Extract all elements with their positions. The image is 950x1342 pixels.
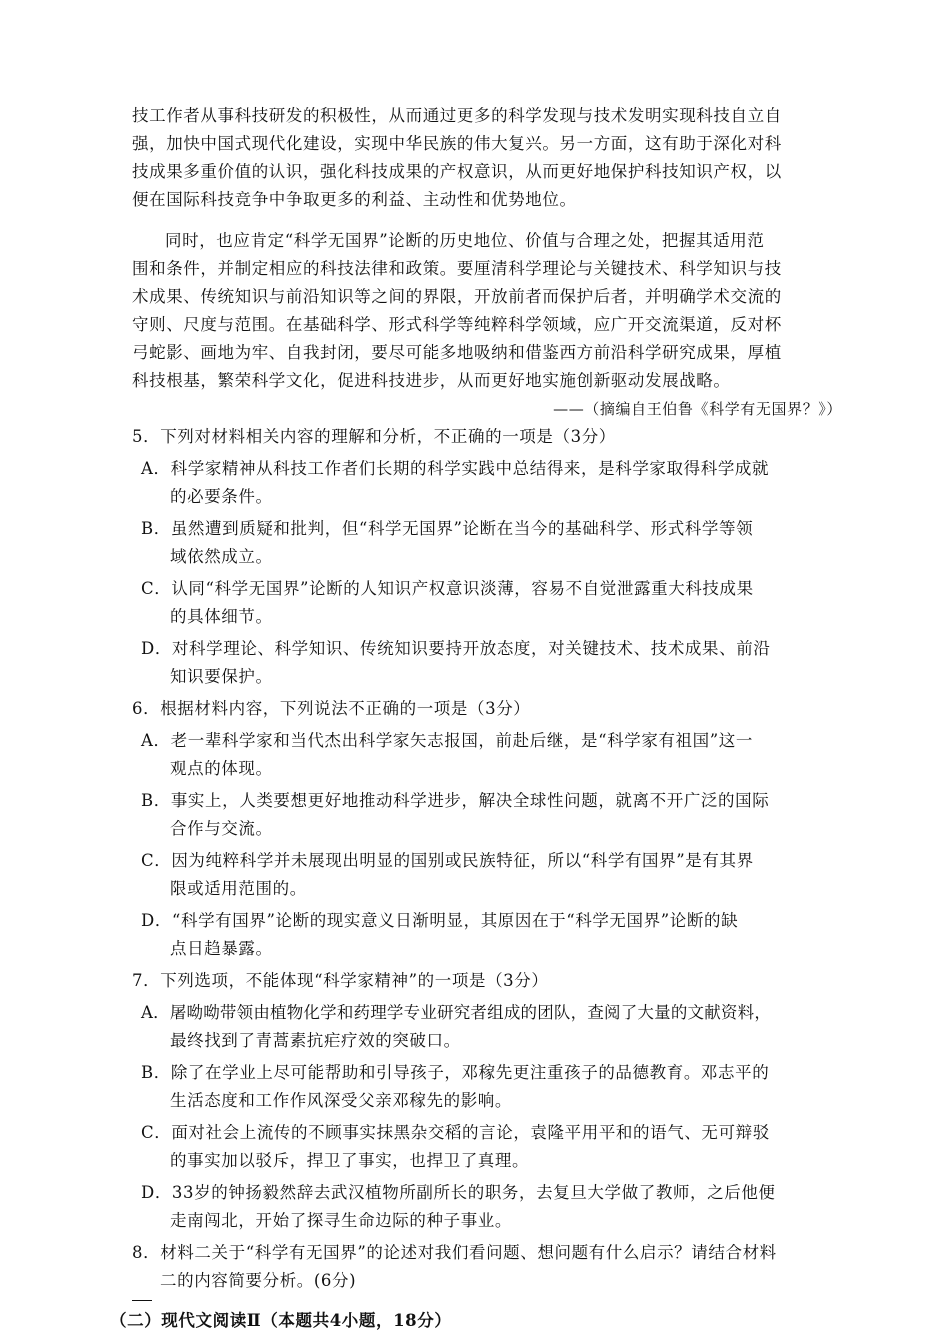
q7-option-b-cont: 生活态度和工作作风深受父亲邓稼先的影响。 [170, 1091, 512, 1110]
q5-option-d: D．对科学理论、科学知识、传统知识要持开放态度，对关键技术、技术成果、前沿 [141, 639, 771, 658]
passage-source: ——（摘编自王伯鲁《科学有无国界？》） [553, 400, 842, 418]
q6-option-a: A．老一辈科学家和当代杰出科学家矢志报国，前赴后继，是“科学家有祖国”这一 [141, 731, 753, 750]
question-7-stem: 7．下列选项，不能体现“科学家精神”的一项是（3分） [132, 971, 549, 990]
passage-line: 技工作者从事科技研发的积极性，从而通过更多的科学发现与技术发明实现科技自立自 [132, 106, 782, 125]
q5-option-b-cont: 域依然成立。 [170, 547, 273, 566]
passage-line: 强，加快中国式现代化建设，实现中华民族的伟大复兴。另一方面，这有助于深化对科 [132, 134, 782, 153]
q6-option-b-cont: 合作与交流。 [170, 819, 273, 838]
q7-option-d: D．33岁的钟扬毅然辞去武汉植物所副所长的职务，去复旦大学做了教师，之后他便 [141, 1183, 776, 1202]
q7-option-d-cont: 走南闯北，开始了探寻生命边际的种子事业。 [170, 1211, 512, 1230]
question-6-stem: 6．根据材料内容，下列说法不正确的一项是（3分） [132, 699, 531, 718]
q5-option-d-cont: 知识要保护。 [170, 667, 273, 686]
q6-option-c: C．因为纯粹科学并未展现出明显的国别或民族特征，所以“科学有国界”是有其界 [141, 851, 754, 870]
q6-option-d: D．“科学有国界”论断的现实意义日渐明显，其原因在于“科学无国界”论断的缺 [141, 911, 739, 930]
passage-line: 科技根基，繁荣科学文化，促进科技进步，从而更好地实施创新驱动发展战略。 [132, 371, 731, 390]
q6-option-c-cont: 限或适用范围的。 [170, 879, 307, 898]
q5-option-c: C．认同“科学无国界”论断的人知识产权意识淡薄，容易不自觉泄露重大科技成果 [141, 579, 754, 598]
passage-line: 弓蛇影、画地为牢、自我封闭，要尽可能多地吸纳和借鉴西方前沿科学研究成果，厚植 [132, 343, 782, 362]
q5-option-b: B．虽然遭到质疑和批判，但“科学无国界”论断在当今的基础科学、形式科学等领 [141, 519, 754, 538]
answer-blank-line [132, 1300, 152, 1301]
passage-line: 守则、尺度与范围。在基础科学、形式科学等纯粹科学领域，应广开交流渠道，反对杯 [132, 315, 782, 334]
q7-option-b: B．除了在学业上尽可能帮助和引导孩子，邓稼先更注重孩子的品德教育。邓志平的 [141, 1063, 770, 1082]
question-8-stem-cont: 二的内容简要分析。(6分) [160, 1271, 357, 1290]
q6-option-d-cont: 点日趋暴露。 [170, 939, 273, 958]
section-heading: （二）现代文阅读Ⅱ（本题共4小题，18分） [110, 1311, 452, 1330]
passage-line: 技成果多重价值的认识，强化科技成果的产权意识，从而更好地保护科技知识产权，以 [132, 162, 782, 181]
passage-line: 术成果、传统知识与前沿知识等之间的界限，开放前者而保护后者，并明确学术交流的 [132, 287, 782, 306]
q7-option-c-cont: 的事实加以驳斥，捍卫了事实，也捍卫了真理。 [170, 1151, 530, 1170]
q5-option-a: A．科学家精神从科技工作者们长期的科学实践中总结得来，是科学家取得科学成就 [141, 459, 770, 478]
q7-option-a: A．屠呦呦带领由植物化学和药理学专业研究者组成的团队，查阅了大量的文献资料， [141, 1003, 772, 1022]
passage-line: 便在国际科技竞争中争取更多的利益、主动性和优势地位。 [132, 190, 577, 209]
passage-line: 围和条件，并制定相应的科技法律和政策。要厘清科学理论与关键技术、科学知识与技 [132, 259, 782, 278]
q6-option-b: B．事实上，人类要想更好地推动科学进步，解决全球性问题，就离不开广泛的国际 [141, 791, 770, 810]
question-8-stem: 8．材料二关于“科学有无国界”的论述对我们看问题、想问题有什么启示？请结合材料 [132, 1243, 777, 1262]
q7-option-c: C．面对社会上流传的不顾事实抹黑杂交稻的言论，袁隆平用平和的语气、无可辩驳 [141, 1123, 770, 1142]
passage-line: 同时，也应肯定“科学无国界”论断的历史地位、价值与合理之处，把握其适用范 [165, 231, 765, 250]
q7-option-a-cont: 最终找到了青蒿素抗疟疗效的突破口。 [170, 1031, 461, 1050]
question-5-stem: 5．下列对材料相关内容的理解和分析，不正确的一项是（3分） [132, 427, 616, 446]
q5-option-c-cont: 的具体细节。 [170, 607, 273, 626]
q5-option-a-cont: 的必要条件。 [170, 487, 273, 506]
q6-option-a-cont: 观点的体现。 [170, 759, 273, 778]
